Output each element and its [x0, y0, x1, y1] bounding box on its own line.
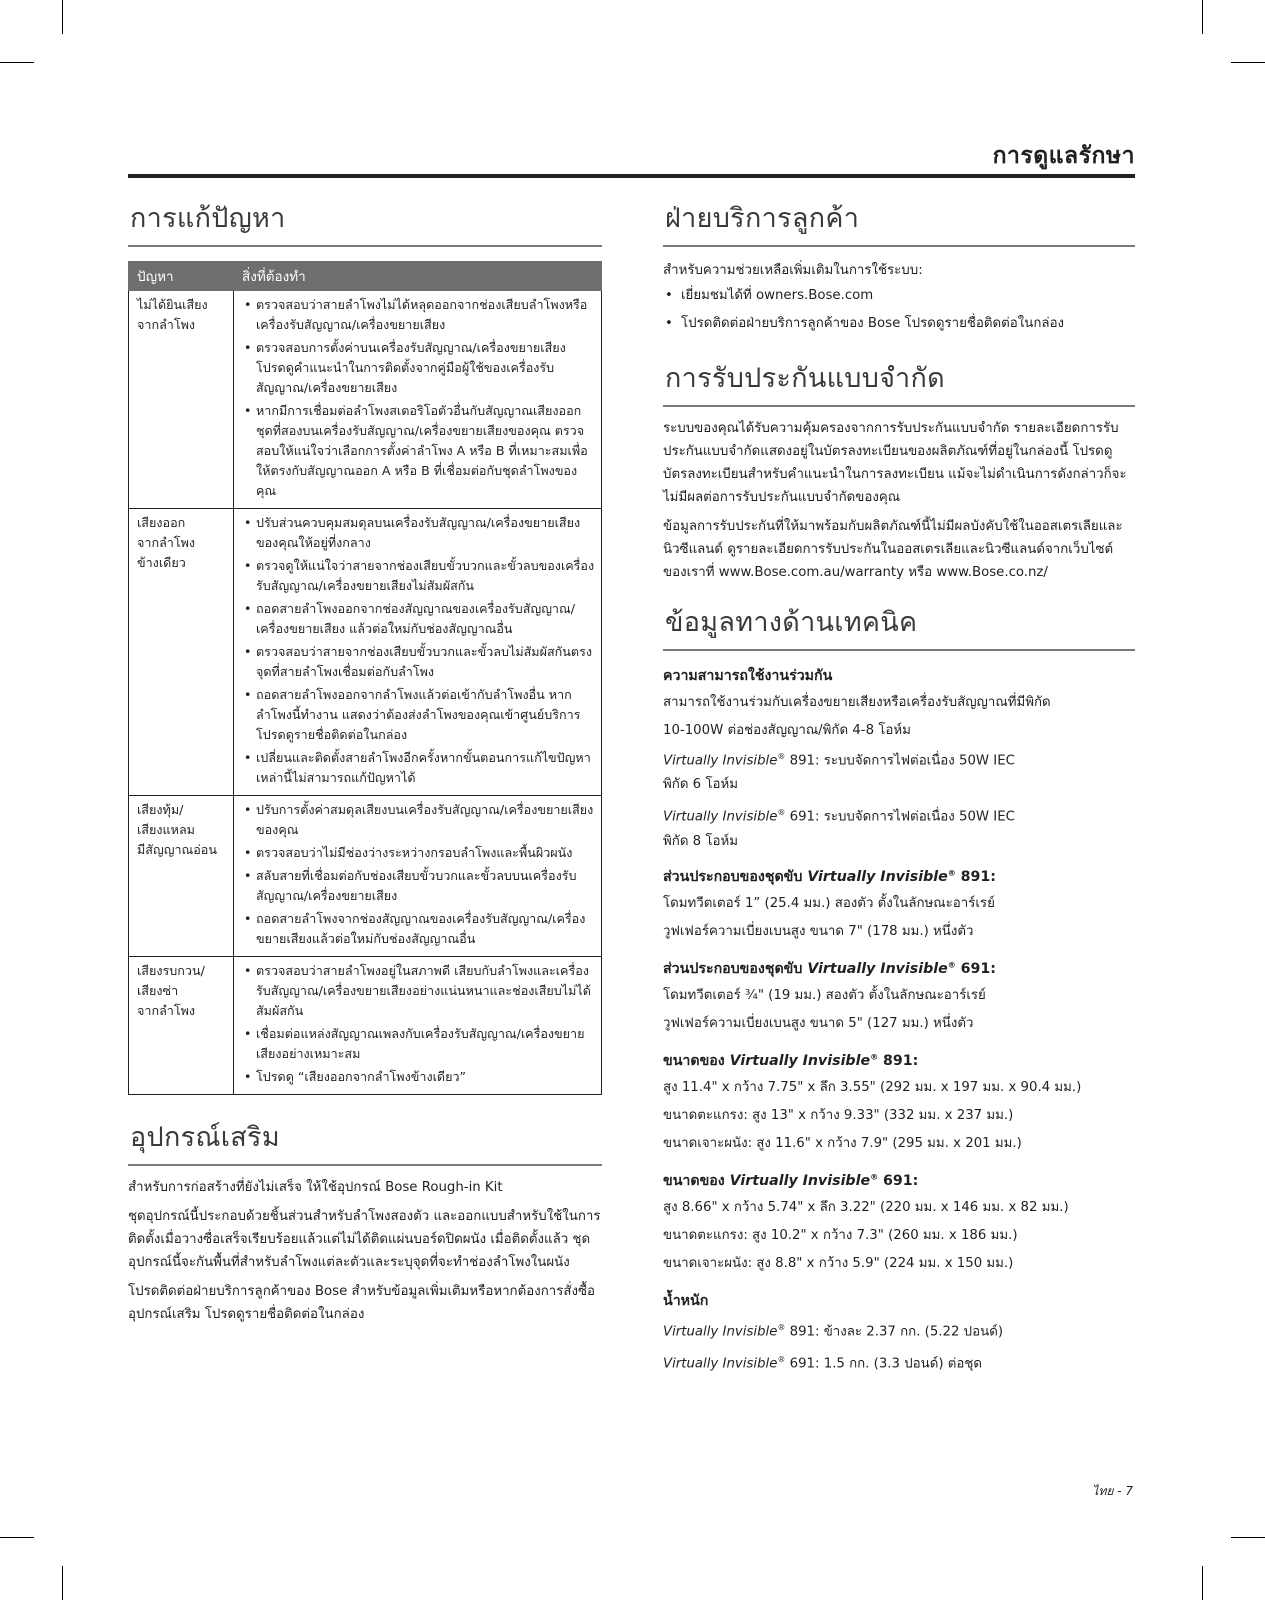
troubleshooting-heading: การแก้ปัญหา — [128, 196, 602, 247]
header-rule — [128, 174, 1135, 178]
crop-mark — [0, 62, 34, 63]
crop-mark — [1231, 62, 1265, 63]
compat-line-2: 10-100W ต่อช่องสัญญาณ/พิกัด 4-8 โอห์ม — [663, 723, 911, 738]
accessories-p3: โปรดติดต่อฝ่ายบริการลูกค้าของ Bose สำหรับข้อมูลเพิ่มเติมหรือหากต้องการสั่งซื้ออุปกรณ์เสริม โปรดดูรายชื่อติดต่อในกล่อง — [128, 1284, 595, 1322]
list-item: • สลับสายที่เชื่อมต่อกับช่องเสียบขั้วบวกและขั้วลบบนเครื่องรับสัญญาณ/เครื่องขยายเสียง — [256, 866, 595, 906]
list-item: • ตรวจดูให้แน่ใจว่าสายจากช่องเสียบขั้วบวกและขั้วลบของเครื่องรับสัญญาณ/เครื่องขยายเสียงไม่สัมผัสกัน — [256, 556, 595, 596]
compat-line-1: สามารถใช้งานร่วมกับเครื่องขยายเสียงหรือเครื่องรับสัญญาณที่มีพิกัด — [663, 695, 1051, 710]
problem-line: มีสัญญาณอ่อน — [137, 842, 217, 857]
problem-line: เสียงซ่า — [137, 983, 179, 998]
crop-mark — [1202, 0, 1203, 34]
action-cell — [234, 957, 602, 1095]
crop-mark — [62, 0, 63, 34]
compat-heading: ความสามารถใช้งานร่วมกัน — [663, 668, 833, 684]
problem-cell — [129, 291, 234, 509]
list-item: • ปรับส่วนควบคุมสมดุลบนเครื่องรับสัญญาณ/เครื่องขยายเสียงของคุณให้อยู่ที่งกลาง — [256, 513, 595, 553]
list-item: • เปลี่ยนและติดตั้งสายลำโพงอีกครั้งหากขั้นตอนการแก้ไขปัญหาเหล่านี้ไม่สามารถแก้ปัญหาได้ — [256, 748, 595, 788]
list-item: • เชื่อมต่อแหล่งสัญญาณเพลงกับเครื่องรับสัญญาณ/เครื่องขยายเสียงอย่างเหมาะสม — [256, 1024, 595, 1064]
size-891-line-2: ขนาดตะแกรง: สูง 13" x กว้าง 9.33" (332 มม. x 237 มม.) — [663, 1107, 1014, 1123]
accessories-p2: ชุดอุปกรณ์นี้ประกอบด้วยชิ้นส่วนสำหรับลำโพงสองตัว และออกแบบสำหรับใช้ในการติดตั้งเมื่อวางซื่อเสร็จเรียบร้อยแล้วแต่ไม่ได้ติดแผ่นบอร์ดปิดผนัง เมื่อติดตั้งแล้ว ชุดอุปกรณ์นี้จะกันพื้นที่สำหรับลำโพงแต่ละตัวและระบุจุดที่จะทำช่องลำโพงในผนัง — [128, 1209, 601, 1270]
problem-cell — [129, 957, 234, 1095]
table-row — [129, 291, 602, 509]
warranty-p2: ข้อมูลการรับประกันที่ให้มาพร้อมกับผลิตภัณฑ์นี้ไม่มีผลบังคับใช้ในออสเตรเลียและนิวซีแลนด์ ดูรายละเอียดการรับประกันในออสเตรเลียและนิวซีแลนด์จากเว็บไซต์ของเราที่ www.Bose.com.au/warranty หรือ www.Bose.co.nz/ — [663, 519, 1123, 580]
problem-line: ไม่ได้ยินเสียง — [137, 297, 208, 312]
problem-cell — [129, 796, 234, 957]
list-item: • หากมีการเชื่อมต่อลำโพงสเตอริโอตัวอื่นกับสัญญาณเสียงออกชุดที่สองบนเครื่องรับสัญญาณ/เครื่องขยายเสียงของคุณ ตรวจสอบให้แน่ใจว่าเลือกการตั้งค่าลำโพง A หรือ B ที่เหมาะสมเพื่อให้ตรงกับสัญญาณออก A หรือ B ที่เชื่อมต่อกับชุดลำโพงของคุณ — [256, 401, 595, 501]
warranty-p1: ระบบของคุณได้รับความคุ้มครองจากการรับประกันแบบจำกัด รายละเอียดการรับประกันแบบจำกัดแสดงอยู่ในบัตรลงทะเบียนของผลิตภัณฑ์ที่อยู่ในกล่องนี้ โปรดดูบัตรลงทะเบียนสำหรับคำแนะนำในการลงทะเบียน แม้จะไม่ดำเนินการดังกล่าวก็จะไม่มีผลต่อการรับประกันแบบจำกัดของคุณ — [663, 421, 1127, 505]
crop-mark — [0, 1537, 34, 1538]
page-header-title: การดูแลรักษา — [992, 143, 1135, 169]
size-691-line-1: สูง 8.66" x กว้าง 5.74" x ลึก 3.22" (220 มม. x 146 มม. x 82 มม.) — [663, 1199, 1069, 1215]
customer-service-intro: สำหรับความช่วยเหลือเพิ่มเติมในการใช้ระบบ: — [663, 263, 923, 278]
rating-891: Virtually Invisible® 891: ระบบจัดการไฟต่อเนื่อง 50W IEC — [663, 752, 1015, 769]
col-header-action: สิ่งที่ต้องทำ — [234, 262, 602, 291]
problem-line: จากลำโพง — [137, 1003, 196, 1018]
problem-line: จากลำโพง — [137, 317, 196, 332]
rating-691: Virtually Invisible® 691: ระบบจัดการไฟต่อเนื่อง 50W IEC — [663, 808, 1015, 825]
list-item: • โปรดติดต่อฝ่ายบริการลูกค้าของ Bose โปรดดูรายชื่อติดต่อในกล่อง — [681, 310, 1135, 338]
weight-heading: น้ำหนัก — [663, 1292, 709, 1309]
left-column — [128, 196, 602, 1332]
crop-mark — [1231, 1537, 1265, 1538]
technical-heading: ข้อมูลทางด้านเทคนิค — [663, 600, 1135, 651]
rating-691-b: พิกัด 8 โอห์ม — [663, 833, 739, 849]
drivers-691-line-2: วูฟเฟอร์ความเบี่ยงเบนสูง ขนาด 5" (127 มม.) หนึ่งตัว — [663, 1015, 974, 1031]
list-item: • โปรดดู “เสียงออกจากลำโพงข้างเดียว” — [256, 1067, 595, 1087]
crop-mark — [1202, 1566, 1203, 1600]
weight-691: Virtually Invisible® 691: 1.5 กก. (3.3 ปอนด์) ต่อชุด — [663, 1355, 983, 1372]
table-row — [129, 796, 602, 957]
list-item: • ถอดสายลำโพงออกจากลำโพงแล้วต่อเข้ากับลำโพงอื่น หากลำโพงนี้ทำงาน แสดงว่าต้องส่งลำโพงของคุณเข้าศูนย์บริการ โปรดดูรายชื่อติดต่อในกล่อง — [256, 685, 595, 745]
drivers-691-line-1: โดมทวีตเตอร์ ¾" (19 มม.) สองตัว ตั้งในลักษณะอาร์เรย์ — [663, 987, 986, 1003]
list-item: • ปรับการตั้งค่าสมดุลเสียงบนเครื่องรับสัญญาณ/เครื่องขยายเสียงของคุณ — [256, 800, 595, 840]
problem-line: เสียงรบกวน/ — [137, 963, 205, 978]
right-column — [663, 196, 1135, 1379]
drivers-691-heading: ส่วนประกอบของชุดขับ Virtually Invisible® 691: — [663, 960, 996, 977]
crop-mark — [62, 1566, 63, 1600]
size-891-line-1: สูง 11.4" x กว้าง 7.75" x ลึก 3.55" (292 มม. x 197 มม. x 90.4 มม.) — [663, 1079, 1082, 1095]
accessories-heading: อุปกรณ์เสริม — [128, 1115, 602, 1166]
list-item: • ตรวจสอบว่าสายลำโพงอยู่ในสภาพดี เสียบกับลำโพงและเครื่องรับสัญญาณ/เครื่องขยายเสียงอย่างแน่นหนาและช่องเสียบไม่ได้สัมผัสกัน — [256, 961, 595, 1021]
accessories-p1: สำหรับการก่อสร้างที่ยังไม่เสร็จ ให้ใช้อุปกรณ์ Bose Rough-in Kit — [128, 1180, 503, 1195]
list-item: • ตรวจสอบการตั้งค่าบนเครื่องรับสัญญาณ/เครื่องขยายเสียง โปรดดูคำแนะนำในการติดตั้งจากคู่มือผู้ใช้ของเครื่องรับสัญญาณ/เครื่องขยายเสียง — [256, 338, 595, 398]
rating-891-b: พิกัด 6 โอห์ม — [663, 777, 739, 793]
warranty-heading: การรับประกันแบบจำกัด — [663, 356, 1135, 407]
problem-cell — [129, 509, 234, 796]
weight-891: Virtually Invisible® 891: ข้างละ 2.37 กก. (5.22 ปอนด์) — [663, 1322, 1004, 1340]
action-cell — [234, 291, 602, 509]
list-item: • ตรวจสอบว่าไม่มีช่องว่างระหว่างกรอบลำโพงและพื้นผิวผนัง — [256, 843, 595, 863]
problem-line: จากลำโพง — [137, 535, 196, 550]
drivers-891-line-2: วูฟเฟอร์ความเบี่ยงเบนสูง ขนาด 7" (178 มม.) หนึ่งตัว — [663, 923, 974, 939]
size-891-line-3: ขนาดเจาะผนัง: สูง 11.6" x กว้าง 7.9" (295 มม. x 201 มม.) — [663, 1135, 1022, 1151]
list-item: • เยี่ยมชมได้ที่ owners.Bose.com — [681, 282, 1135, 310]
page-number: ไทย - 7 — [1092, 1484, 1133, 1498]
action-cell — [234, 509, 602, 796]
action-cell — [234, 796, 602, 957]
list-item: • ถอดสายลำโพงออกจากช่องสัญญาณของเครื่องรับสัญญาณ/เครื่องขยายเสียง แล้วต่อใหม่กับช่องสัญญาณอื่น — [256, 599, 595, 639]
problem-line: ข้างเดียว — [137, 555, 186, 570]
drivers-891-line-1: โดมทวีตเตอร์ 1” (25.4 มม.) สองตัว ตั้งในลักษณะอาร์เรย์ — [663, 895, 995, 911]
list-item: • ถอดสายลำโพงจากช่องสัญญาณของเครื่องรับสัญญาณ/เครื่องขยายเสียงแล้วต่อใหม่กับช่องสัญญาณอื่น — [256, 909, 595, 949]
table-header-row — [129, 262, 602, 291]
drivers-891-heading: ส่วนประกอบของชุดขับ Virtually Invisible® 891: — [663, 868, 996, 885]
problem-line: เสียงออก — [137, 515, 186, 530]
table-row — [129, 957, 602, 1095]
size-691-heading: ขนาดของ Virtually Invisible® 691: — [663, 1172, 919, 1189]
list-item: • ตรวจสอบว่าสายลำโพงไม่ได้หลุดออกจากช่องเสียบลำโพงหรือเครื่องรับสัญญาณ/เครื่องขยายเสียง — [256, 295, 595, 335]
size-691-line-3: ขนาดเจาะผนัง: สูง 8.8" x กว้าง 5.9" (224 มม. x 150 มม.) — [663, 1255, 1014, 1271]
troubleshooting-table — [128, 261, 602, 1095]
size-891-heading: ขนาดของ Virtually Invisible® 891: — [663, 1052, 919, 1069]
problem-line: เสียงแหลม — [137, 822, 195, 837]
list-item: • ตรวจสอบว่าสายจากช่องเสียบขั้วบวกและขั้วลบไม่สัมผัสกันตรงจุดที่สายลำโพงเชื่อมต่อกับลำโพง — [256, 642, 595, 682]
size-691-line-2: ขนาดตะแกรง: สูง 10.2" x กว้าง 7.3" (260 มม. x 186 มม.) — [663, 1227, 1018, 1243]
col-header-problem: ปัญหา — [129, 262, 234, 291]
problem-line: เสียงทุ้ม/ — [137, 802, 184, 817]
customer-service-heading: ฝ่ายบริการลูกค้า — [663, 196, 1135, 247]
table-row — [129, 509, 602, 796]
